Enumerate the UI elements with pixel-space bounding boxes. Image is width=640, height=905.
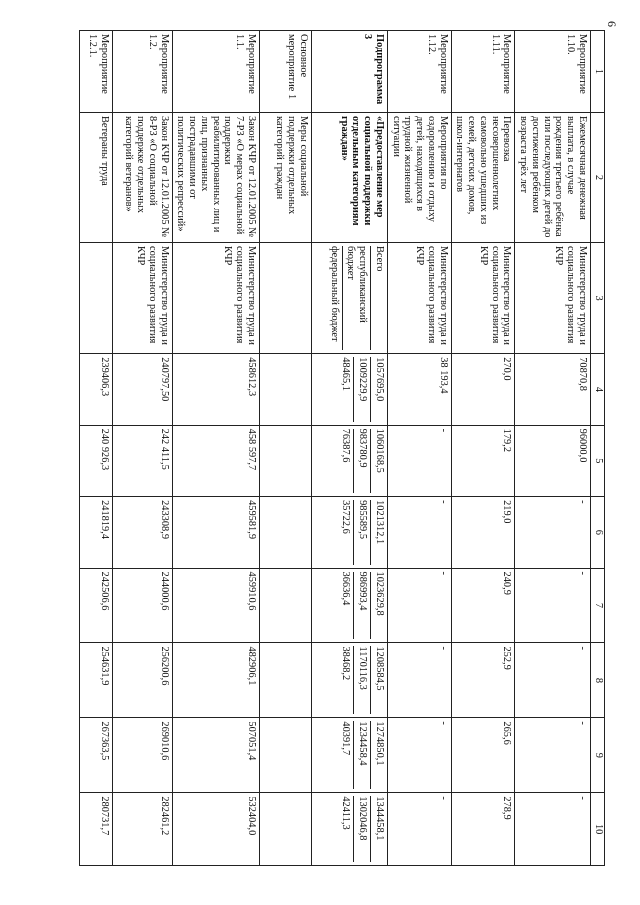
funding-republic-label: республиканский бюджет (345, 246, 372, 350)
table-row (79, 31, 112, 866)
table-row (515, 31, 591, 866)
value-cell: 278,9 (451, 793, 515, 866)
value-cell: 458612,3 (172, 354, 259, 425)
event-description: Закон КЧР от 12.01.2005 № 8-РЗ «О социальной поддержке отдельных категорий ветеранов» (112, 112, 172, 242)
value-cell: 507051,4 (172, 718, 259, 793)
event-description: Ежемесячная денежная выплата, в случае рождения третьего ребёнка или последующих детей до достижения ребёнком возраста трёх лет (515, 112, 591, 242)
value-cell: 219,0 (451, 497, 515, 568)
header-cell: 6 (591, 497, 605, 568)
event-description: Закон КЧР от 12.01.2005 № 7-РЗ «О мерах социальной поддержки реабилитированных лиц и лиц, признанных пострадавшими от политических репрессий» (172, 112, 259, 242)
republic-value: 985589,5 (357, 500, 372, 564)
value-cell: - (515, 568, 591, 643)
value-cell (260, 425, 312, 496)
value-cell: 458 597,7 (172, 425, 259, 496)
header-cell: 9 (591, 718, 605, 793)
total-value: 1057695,0 (374, 357, 385, 402)
header-cell: 5 (591, 425, 605, 496)
table-row (112, 31, 172, 866)
header-cell: 3 (591, 242, 605, 353)
event-description: Ветераны труда (79, 112, 112, 242)
value-cell (260, 354, 312, 425)
republic-value: 1302046,8 (357, 796, 372, 862)
rotated-page (53, 30, 605, 866)
value-cell (312, 793, 388, 866)
event-code: Основное мероприятие 1 (260, 31, 312, 113)
value-cell: 96000,0 (515, 425, 591, 496)
value-cell: 244000,6 (112, 568, 172, 643)
value-cell: - (388, 425, 452, 496)
value-cell: 482906,1 (172, 643, 259, 718)
value-cell: 179,2 (451, 425, 515, 496)
event-description: Перевозка несовершеннолетних самовольно ушедших из семей, детских домов, школ-интернатов (451, 112, 515, 242)
executor: Министерство труда и социального развития КЧР (515, 242, 591, 353)
value-cell: - (515, 718, 591, 793)
value-cell (260, 643, 312, 718)
subprogram-title: «Предоставление мер социальной поддержки отдельным категориям граждан» (312, 112, 388, 242)
value-cell: - (388, 568, 452, 643)
value-cell: 38 193,4 (388, 354, 452, 425)
value-cell: 252,9 (451, 643, 515, 718)
event-description: Меры социальной поддержки отдельных категорий граждан (260, 112, 312, 242)
event-code: Мероприятие 1.11. (451, 31, 515, 113)
event-description: Мероприятия по оздоровлению и отдыху детей, находящихся в трудной жизненной ситуации (388, 112, 452, 242)
value-cell: - (388, 643, 452, 718)
value-cell (312, 425, 388, 496)
value-cell: 269010,6 (112, 718, 172, 793)
event-code: Мероприятие 1.10. (515, 31, 591, 113)
header-row (591, 31, 605, 866)
executor (260, 242, 312, 353)
total-value: 1208584,5 (374, 646, 385, 691)
header-cell: 10 (591, 793, 605, 866)
value-cell (260, 497, 312, 568)
event-code: Мероприятие 1.2.1. (79, 31, 112, 113)
value-cell: 240797,50 (112, 354, 172, 425)
value-cell: 241819,4 (79, 497, 112, 568)
federal-value: 40391,7 (340, 721, 355, 789)
value-cell: - (515, 793, 591, 866)
value-cell: - (388, 718, 452, 793)
event-code: Мероприятие 1.1. (172, 31, 259, 113)
value-cell: - (388, 497, 452, 568)
republic-value: 1170116,3 (357, 646, 372, 714)
header-cell: 1 (591, 31, 605, 113)
federal-value: 36636,4 (340, 572, 355, 640)
value-cell (260, 718, 312, 793)
value-cell: 459910,6 (172, 568, 259, 643)
funding-source-cell (312, 242, 388, 353)
table-row (388, 31, 452, 866)
table-row (260, 31, 312, 866)
value-cell: 240,9 (451, 568, 515, 643)
republic-value: 986993,4 (357, 572, 372, 640)
page-number: 6 (605, 21, 619, 27)
value-cell (312, 354, 388, 425)
value-cell: 243308,9 (112, 497, 172, 568)
value-cell: 70870,8 (515, 354, 591, 425)
value-cell: - (515, 497, 591, 568)
federal-value: 35722,6 (340, 500, 355, 564)
value-cell: 256200,6 (112, 643, 172, 718)
header-cell: 7 (591, 568, 605, 643)
federal-value: 42411,3 (340, 796, 355, 862)
value-cell: 282461,2 (112, 793, 172, 866)
total-value: 1060168,5 (374, 428, 385, 473)
value-cell: 239406,3 (79, 354, 112, 425)
value-cell (312, 718, 388, 793)
value-cell (312, 643, 388, 718)
budget-table (79, 30, 605, 866)
executor: Министерство труда и социального развития КЧР (451, 242, 515, 353)
value-cell: - (515, 643, 591, 718)
federal-value: 38468,2 (340, 646, 355, 714)
subprogram-code: Подпрограмма 3 (312, 31, 388, 113)
republic-value: 983780,9 (357, 429, 372, 493)
total-value: 1021312,1 (374, 500, 385, 545)
table-row (451, 31, 515, 866)
value-cell (312, 497, 388, 568)
value-cell: 267363,5 (79, 718, 112, 793)
executor: Министерство труда и социального развития КЧР (112, 242, 172, 353)
executor (79, 242, 112, 353)
value-cell: 242 411,5 (112, 425, 172, 496)
table-row (312, 31, 388, 866)
event-code: Мероприятие 1.2. (112, 31, 172, 113)
funding-total-label: Всего (374, 245, 385, 272)
executor: Министерство труда и социального развития КЧР (172, 242, 259, 353)
value-cell: 270,0 (451, 354, 515, 425)
header-cell: 8 (591, 643, 605, 718)
executor: Министерство труда и социального развития КЧР (388, 242, 452, 353)
value-cell (312, 568, 388, 643)
event-code: Мероприятие 1.12. (388, 31, 452, 113)
republic-value: 1234458,4 (357, 721, 372, 789)
value-cell: 240 926,3 (79, 425, 112, 496)
value-cell (260, 568, 312, 643)
federal-value: 48465,1 (340, 357, 355, 421)
value-cell: - (388, 793, 452, 866)
value-cell: 254631,9 (79, 643, 112, 718)
total-value: 1023629,8 (374, 571, 385, 616)
total-value: 1344458,1 (374, 796, 385, 841)
value-cell: 459581,9 (172, 497, 259, 568)
value-cell: 532404,0 (172, 793, 259, 866)
header-cell: 2 (591, 112, 605, 242)
value-cell: 242506,6 (79, 568, 112, 643)
value-cell (260, 793, 312, 866)
republic-value: 1009229,9 (357, 357, 372, 421)
header-cell: 4 (591, 354, 605, 425)
value-cell: 280731,7 (79, 793, 112, 866)
table-row (172, 31, 259, 866)
total-value: 1274850,1 (374, 721, 385, 766)
value-cell: 265,6 (451, 718, 515, 793)
federal-value: 76387,6 (340, 429, 355, 493)
funding-federal-label: федеральный бюджет (328, 246, 343, 350)
